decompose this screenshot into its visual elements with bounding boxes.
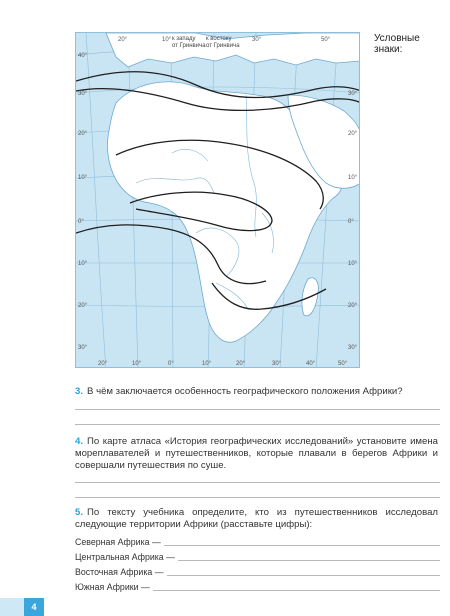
map-lat-right-4: 0° <box>348 219 354 225</box>
map-lon-top-1: 20° <box>118 37 128 43</box>
map-lat-right-6: 20° <box>348 303 358 309</box>
map-lon-bottom-6: 30° <box>272 361 282 367</box>
answer-line[interactable] <box>75 497 440 498</box>
map-lat-left-1: 40° <box>78 53 88 59</box>
map-west-note-2: от Гринвича <box>172 43 206 49</box>
map-lon-top-3: 30° <box>252 37 262 43</box>
task-5-text: По тексту учебника определите, кто из путешественников исследовал следующие территории Африки (расставьте цифры): <box>75 507 438 530</box>
map-lat-right-7: 30° <box>348 345 358 351</box>
answer-line[interactable] <box>178 552 440 561</box>
answer-line[interactable] <box>75 482 440 483</box>
map-lon-bottom-1: 20° <box>98 361 108 367</box>
land <box>106 33 360 342</box>
map-lon-bottom-4: 10° <box>202 361 212 367</box>
africa-contour-map <box>75 32 360 368</box>
map-lat-right-2: 20° <box>348 131 358 137</box>
page-number: 4 <box>24 598 44 616</box>
task-3-text: В чём заключается особенность географического положения Африки? <box>87 386 403 397</box>
task-3-number: 3. <box>75 386 84 397</box>
answer-line[interactable] <box>164 537 440 546</box>
map-lat-left-4: 10° <box>78 175 88 181</box>
task-3 <box>75 386 438 398</box>
map-lat-right-5: 10° <box>348 261 358 267</box>
region-label: Центральная Африка — <box>75 552 175 562</box>
map-lat-left-8: 30° <box>78 345 88 351</box>
region-label: Восточная Африка — <box>75 567 164 577</box>
answer-line[interactable] <box>75 424 440 425</box>
map-east-note-2: от Гринвича <box>206 43 240 49</box>
region-row-north[interactable] <box>75 537 440 548</box>
map-lat-left-3: 20° <box>78 131 88 137</box>
answer-line[interactable] <box>153 582 440 591</box>
map-lon-top-4: 50° <box>321 37 331 43</box>
region-row-central[interactable] <box>75 552 440 563</box>
answer-line[interactable] <box>75 409 440 410</box>
task-5-number: 5. <box>75 507 84 518</box>
map-lon-bottom-3: 0° <box>168 361 174 367</box>
map-lat-right-1: 30° <box>348 91 358 97</box>
map-lon-bottom-5: 20° <box>236 361 246 367</box>
map-svg <box>76 33 360 368</box>
legend-title: Условные знаки: <box>374 33 420 55</box>
region-row-east[interactable] <box>75 567 440 578</box>
answer-line[interactable] <box>167 567 440 576</box>
map-lon-bottom-2: 10° <box>132 361 142 367</box>
map-lon-bottom-7: 40° <box>306 361 316 367</box>
region-label: Северная Африка — <box>75 537 161 547</box>
task-4-number: 4. <box>75 436 84 447</box>
map-lat-right-3: 10° <box>348 175 358 181</box>
map-lon-bottom-8: 50° <box>338 361 348 367</box>
region-row-south[interactable] <box>75 582 440 593</box>
task-4-text: По карте атласа «История географических исследований» установите имена мореплавателей и путешественников, которые плавали в берегов Африки и совершали путешествия по суше. <box>75 436 438 471</box>
task-5 <box>75 507 438 531</box>
task-4 <box>75 436 438 472</box>
map-lon-top-2: 10° <box>162 37 172 43</box>
map-east-note: к востоку <box>206 36 232 42</box>
map-lat-left-2: 30° <box>78 91 88 97</box>
map-west-note: к западу <box>172 36 196 42</box>
map-lat-left-5: 0° <box>78 219 84 225</box>
region-label: Южная Африки — <box>75 582 150 592</box>
map-lat-left-7: 20° <box>78 303 88 309</box>
map-lat-left-6: 10° <box>78 261 88 267</box>
page-tab-decoration <box>0 598 24 616</box>
